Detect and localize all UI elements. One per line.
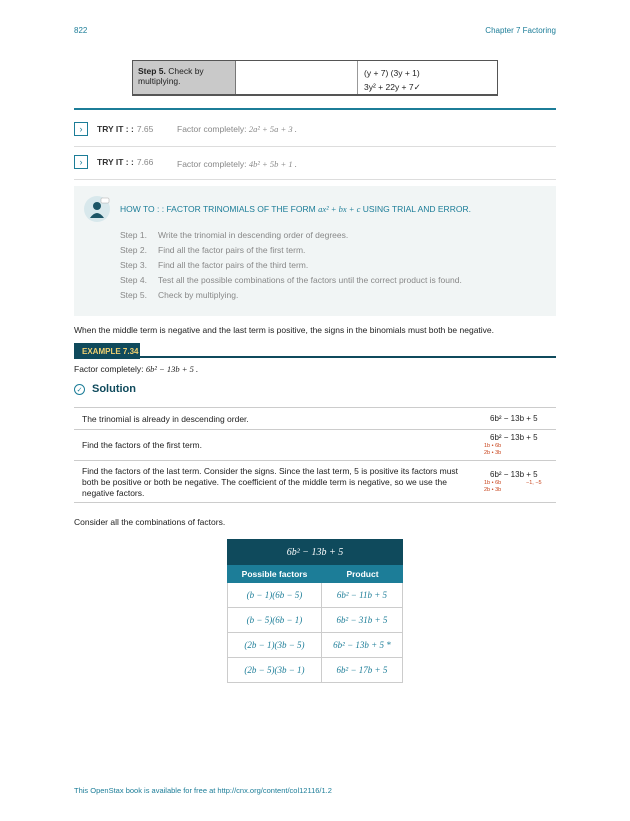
how-to-step-text: Test all the possible combinations of the factors until the correct product is found.: [158, 275, 462, 285]
footer-note: This OpenStax book is available for free at http://cnx.org/content/col12116/1.2: [74, 786, 332, 795]
example-prompt-text: Factor completely:: [74, 364, 144, 374]
solution-row: [74, 460, 556, 503]
try-it-label: TRY IT : :: [97, 157, 134, 167]
check-circle-icon: ✓: [74, 384, 85, 395]
try-it-label: TRY IT : :: [97, 124, 134, 134]
try-it-prompt: Factor completely:: [177, 159, 247, 169]
table-header-cell: Product: [346, 569, 379, 579]
table-cell: 6b² − 17b + 5: [336, 665, 388, 675]
try-it-expr: 2a² + 5a + 3 .: [248, 124, 297, 134]
try-it-expand-button[interactable]: [74, 122, 88, 136]
table-row: [227, 583, 403, 608]
how-to-step: [120, 275, 462, 285]
how-to-step-text: Check by multiplying.: [158, 290, 239, 300]
solution-row-expr: 6b² − 13b + 5: [490, 414, 538, 423]
chevron-right-icon: ›: [79, 124, 83, 134]
table-cell: (2b − 1)(3b − 5): [228, 633, 322, 657]
try-it-number: 7.66: [136, 157, 154, 167]
step5-middle-cell: [236, 61, 358, 94]
try-it-prompt: Factor completely:: [177, 124, 247, 134]
table-cell: (2b − 5)(3b − 1): [228, 658, 322, 682]
step5-label-bold: Step 5.: [138, 66, 166, 76]
solution-row: [74, 429, 556, 460]
table-row: [227, 658, 403, 683]
how-to-step-label: Step 4.: [120, 275, 147, 285]
factor-side-note: −1, −5: [526, 480, 542, 486]
example-prompt: [74, 364, 198, 374]
chapter-title: Chapter 7 Factoring: [485, 26, 556, 35]
how-to-step-label: Step 1.: [120, 230, 147, 240]
how-to-title: [120, 204, 471, 214]
factor-note: 1b • 6b: [484, 480, 502, 486]
example-prompt-expr: 6b² − 13b + 5 .: [145, 364, 199, 374]
how-to-title-prefix: HOW TO : : FACTOR TRINOMIALS OF THE FORM: [120, 204, 316, 214]
intro-paragraph: When the middle term is negative and the last term is positive, the signs in the binomials must both be negative.: [74, 325, 495, 335]
how-to-title-expr: ax² + bx + c: [318, 204, 361, 214]
how-to-step-text: Find all the factor pairs of the first term.: [158, 245, 306, 255]
how-to-step-label: Step 5.: [120, 290, 147, 300]
try-it-text: [177, 159, 297, 169]
table-header-row: [227, 565, 403, 583]
table-row: [227, 608, 403, 633]
table-cell: 6b² − 13b + 5 *: [333, 640, 391, 650]
how-to-step-text: Write the trinomial in descending order of degrees.: [158, 230, 349, 240]
factor-note: 2b • 3b: [484, 450, 502, 456]
try-it-expr: 4b² + 5b + 1 .: [248, 159, 297, 169]
try-it-expand-button[interactable]: [74, 155, 88, 169]
step5-label: [133, 61, 236, 94]
try-it-divider: [74, 179, 556, 180]
step5-line2: 3y² + 22y + 7✓: [364, 82, 421, 92]
example-rule: [140, 356, 556, 358]
how-to-step: [120, 230, 348, 240]
example-tab: EXAMPLE 7.34: [74, 343, 140, 359]
how-to-step-text: Find all the factor pairs of the third term.: [158, 260, 309, 270]
table-cell: 6b² − 31b + 5: [336, 615, 388, 625]
table-header-cell: Possible factors: [241, 569, 308, 579]
solution-row-expr: 6b² − 13b + 5: [490, 433, 538, 442]
step5-work: [358, 61, 497, 94]
table-cell: (b − 5)(6b − 1): [228, 608, 322, 632]
try-it-text: [177, 124, 297, 134]
try-it-divider: [74, 146, 556, 147]
page-number: 822: [74, 26, 88, 35]
how-to-step-label: Step 2.: [120, 245, 147, 255]
try-it-number: 7.65: [136, 124, 154, 134]
try-it-7-65: [74, 122, 297, 136]
solution-row-expr: 6b² − 13b + 5: [490, 470, 538, 479]
table-cell: (b − 1)(6b − 5): [228, 583, 322, 607]
combinations-table: [227, 539, 403, 683]
how-to-box: [74, 186, 556, 316]
step5-row: [132, 60, 498, 96]
combinations-text: Consider all the combinations of factors.: [74, 517, 226, 527]
factor-note: 2b • 3b: [484, 487, 502, 493]
solution-heading: Solution: [92, 383, 136, 395]
step5-line1: (y + 7) (3y + 1): [364, 68, 420, 78]
section-divider: [74, 108, 556, 110]
try-it-7-66: [74, 155, 297, 169]
solution-row-text: Find the factors of the last term. Consider the signs. Since the last term, 5 is positive its factors must both be positive or both be negative. The coefficient of the middle term is negative, so we use the negative factors.: [82, 466, 459, 498]
solution-row-text: The trinomial is already in descending order.: [82, 414, 249, 424]
how-to-step: [120, 245, 305, 255]
table-title: 6b² − 13b + 5: [227, 539, 403, 565]
solution-row-text: Find the factors of the first term.: [82, 440, 202, 450]
factor-note: 1b • 6b: [484, 443, 502, 449]
table-row: [227, 633, 403, 658]
how-to-step-label: Step 3.: [120, 260, 147, 270]
solution-row: [74, 407, 556, 429]
how-to-title-suffix: USING TRIAL AND ERROR.: [362, 204, 471, 214]
how-to-step: [120, 290, 238, 300]
step5-label-rest: Check by multiplying.: [138, 66, 204, 86]
table-cell: 6b² − 11b + 5: [336, 590, 388, 600]
chevron-right-icon: ›: [79, 157, 83, 167]
person-icon: [84, 196, 110, 222]
how-to-step: [120, 260, 308, 270]
